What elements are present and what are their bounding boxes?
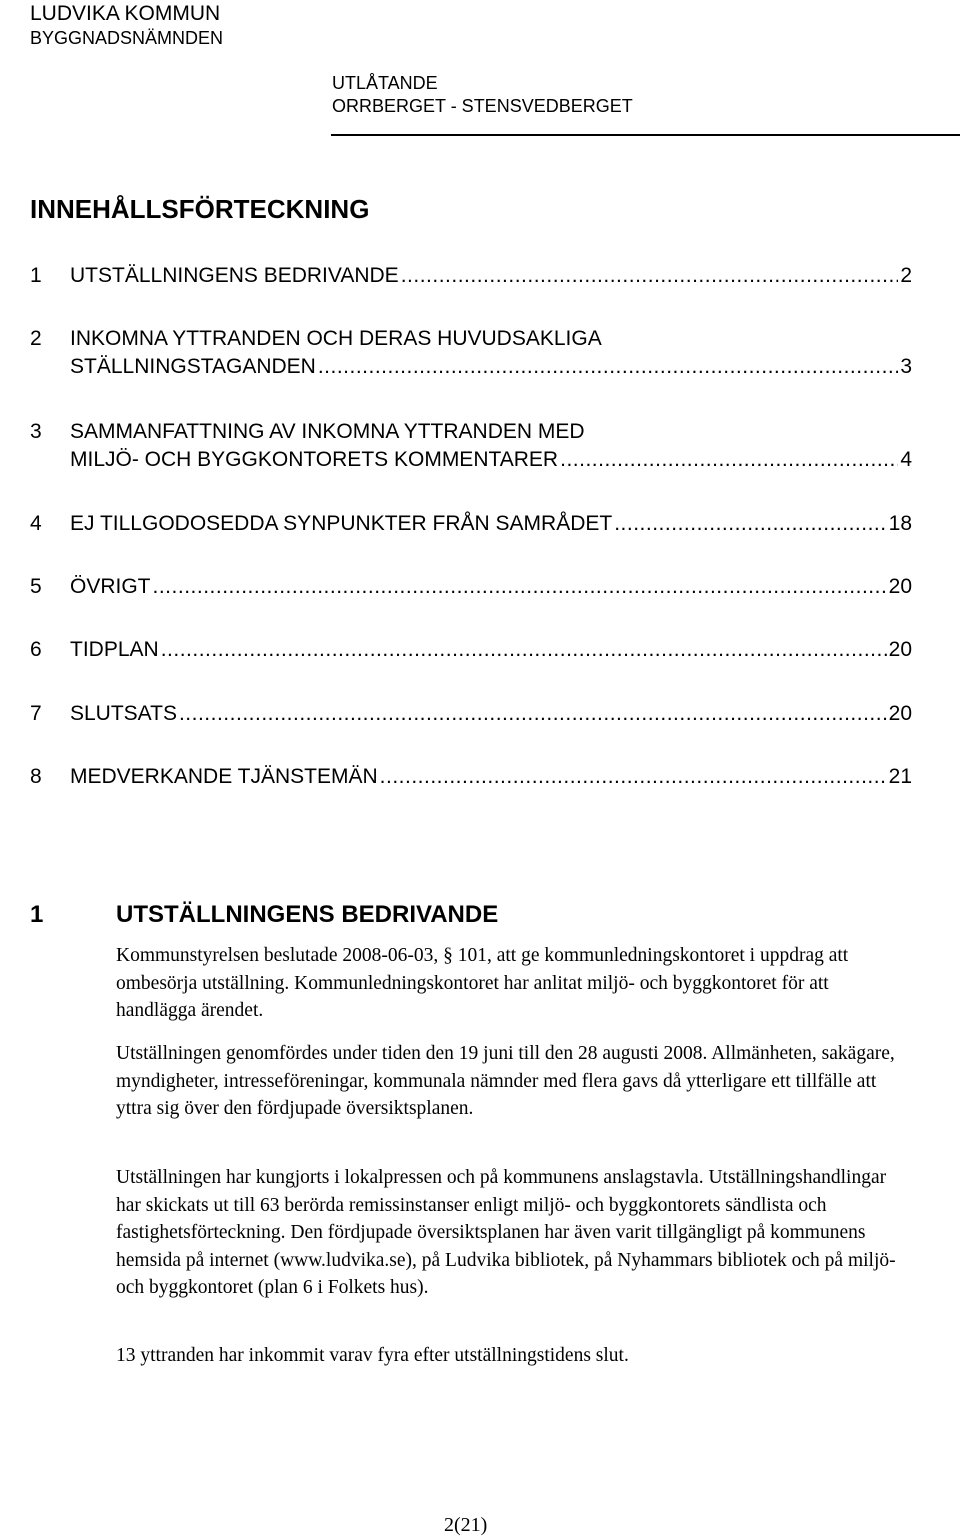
toc-entry-title: MEDVERKANDE TJÄNSTEMÄN <box>70 765 378 788</box>
toc-entry[interactable] <box>30 325 912 381</box>
toc-entry-number: 6 <box>30 638 42 661</box>
toc-entry-title: UTSTÄLLNINGENS BEDRIVANDE <box>70 264 399 287</box>
toc-entry-title: ÖVRIGT <box>70 575 151 598</box>
section-paragraph: Kommunstyrelsen beslutade 2008-06-03, § 101, att ge kommunledningskontoret i uppdrag att ombesörja utställning. Kommunledningskontoret har anlitat miljö- och byggkontoret för att handlägga ärendet. <box>116 945 849 1021</box>
document-type: UTLÅTANDE <box>332 73 438 93</box>
toc-entry-page: 3 <box>900 355 912 378</box>
toc-entry-page: 18 <box>888 512 912 535</box>
toc-entry-page: 4 <box>900 448 912 471</box>
toc-entry-title: MILJÖ- OCH BYGGKONTORETS KOMMENTARER <box>70 448 559 471</box>
toc-entry-number: 8 <box>30 765 42 788</box>
toc-leader-dots <box>380 763 887 791</box>
toc-entry-number: 4 <box>30 512 42 535</box>
page-number: 2(21) <box>444 1514 488 1536</box>
toc-entry-title-line1: INKOMNA YTTRANDEN OCH DERAS HUVUDSAKLIGA <box>70 327 602 350</box>
toc-entry-title: TIDPLAN <box>70 638 159 661</box>
section-paragraph: 13 yttranden har inkommit varav fyra efter utställningstidens slut. <box>116 1345 629 1366</box>
section-paragraph: Utställningen har kungjorts i lokalpressen och på kommunens anslagstavla. Utställningshandlingar har skickats ut till 63 berörda remissinstanser enligt miljö- och byggkontorets sändlista och fastighetsförteckning. Den fördjupade översiktsplanen har även varit tillgängligt på kommunens hemsida på internet (www.ludvika.se), på Ludvika bibliotek, på Nyhammars bibliotek och på miljö- och byggkontoret (plan 6 i Folkets hus). <box>116 1167 896 1298</box>
toc-entry[interactable] <box>30 418 912 474</box>
toc-entry-number: 3 <box>30 420 42 443</box>
toc-entry-title: STÄLLNINGSTAGANDEN <box>70 355 316 378</box>
section-title: UTSTÄLLNINGENS BEDRIVANDE <box>116 901 499 928</box>
toc-entry-number: 2 <box>30 327 42 350</box>
toc-entry-number: 5 <box>30 575 42 598</box>
document-subject: ORRBERGET - STENSVEDBERGET <box>332 96 633 116</box>
toc-entry-page: 20 <box>888 575 912 598</box>
toc-leader-dots <box>161 636 887 664</box>
toc-entry-title: SLUTSATS <box>70 702 177 725</box>
organization-name: LUDVIKA KOMMUN <box>30 2 221 25</box>
toc-entry-number: 1 <box>30 264 42 287</box>
section-number: 1 <box>30 901 44 928</box>
toc-leader-dots <box>153 573 887 601</box>
toc-entry-title-line1: SAMMANFATTNING AV INKOMNA YTTRANDEN MED <box>70 420 585 443</box>
toc-entry-page: 2 <box>900 264 912 287</box>
toc-entry-page: 20 <box>888 702 912 725</box>
toc-entry-page: 21 <box>888 765 912 788</box>
toc-title: INNEHÅLLSFÖRTECKNING <box>30 194 370 224</box>
toc-entry-number: 7 <box>30 702 42 725</box>
toc-leader-dots <box>179 700 887 728</box>
header-divider <box>331 134 960 136</box>
toc-entry-title: EJ TILLGODOSEDDA SYNPUNKTER FRÅN SAMRÅDET <box>70 512 613 535</box>
department-name: BYGGNADSNÄMNDEN <box>30 28 224 48</box>
toc-leader-dots <box>560 446 898 474</box>
toc-leader-dots <box>401 262 899 290</box>
toc-entry-page: 20 <box>888 638 912 661</box>
section-paragraph: Utställningen genomfördes under tiden den 19 juni till den 28 augusti 2008. Allmänheten, sakägare, myndigheter, intresseföreningar, kommunala nämnder med flera gavs då ytterligare ett tillfälle att yttra sig över den fördjupade översiktsplanen. <box>116 1043 895 1119</box>
toc-leader-dots <box>614 510 886 538</box>
toc-leader-dots <box>318 353 898 381</box>
